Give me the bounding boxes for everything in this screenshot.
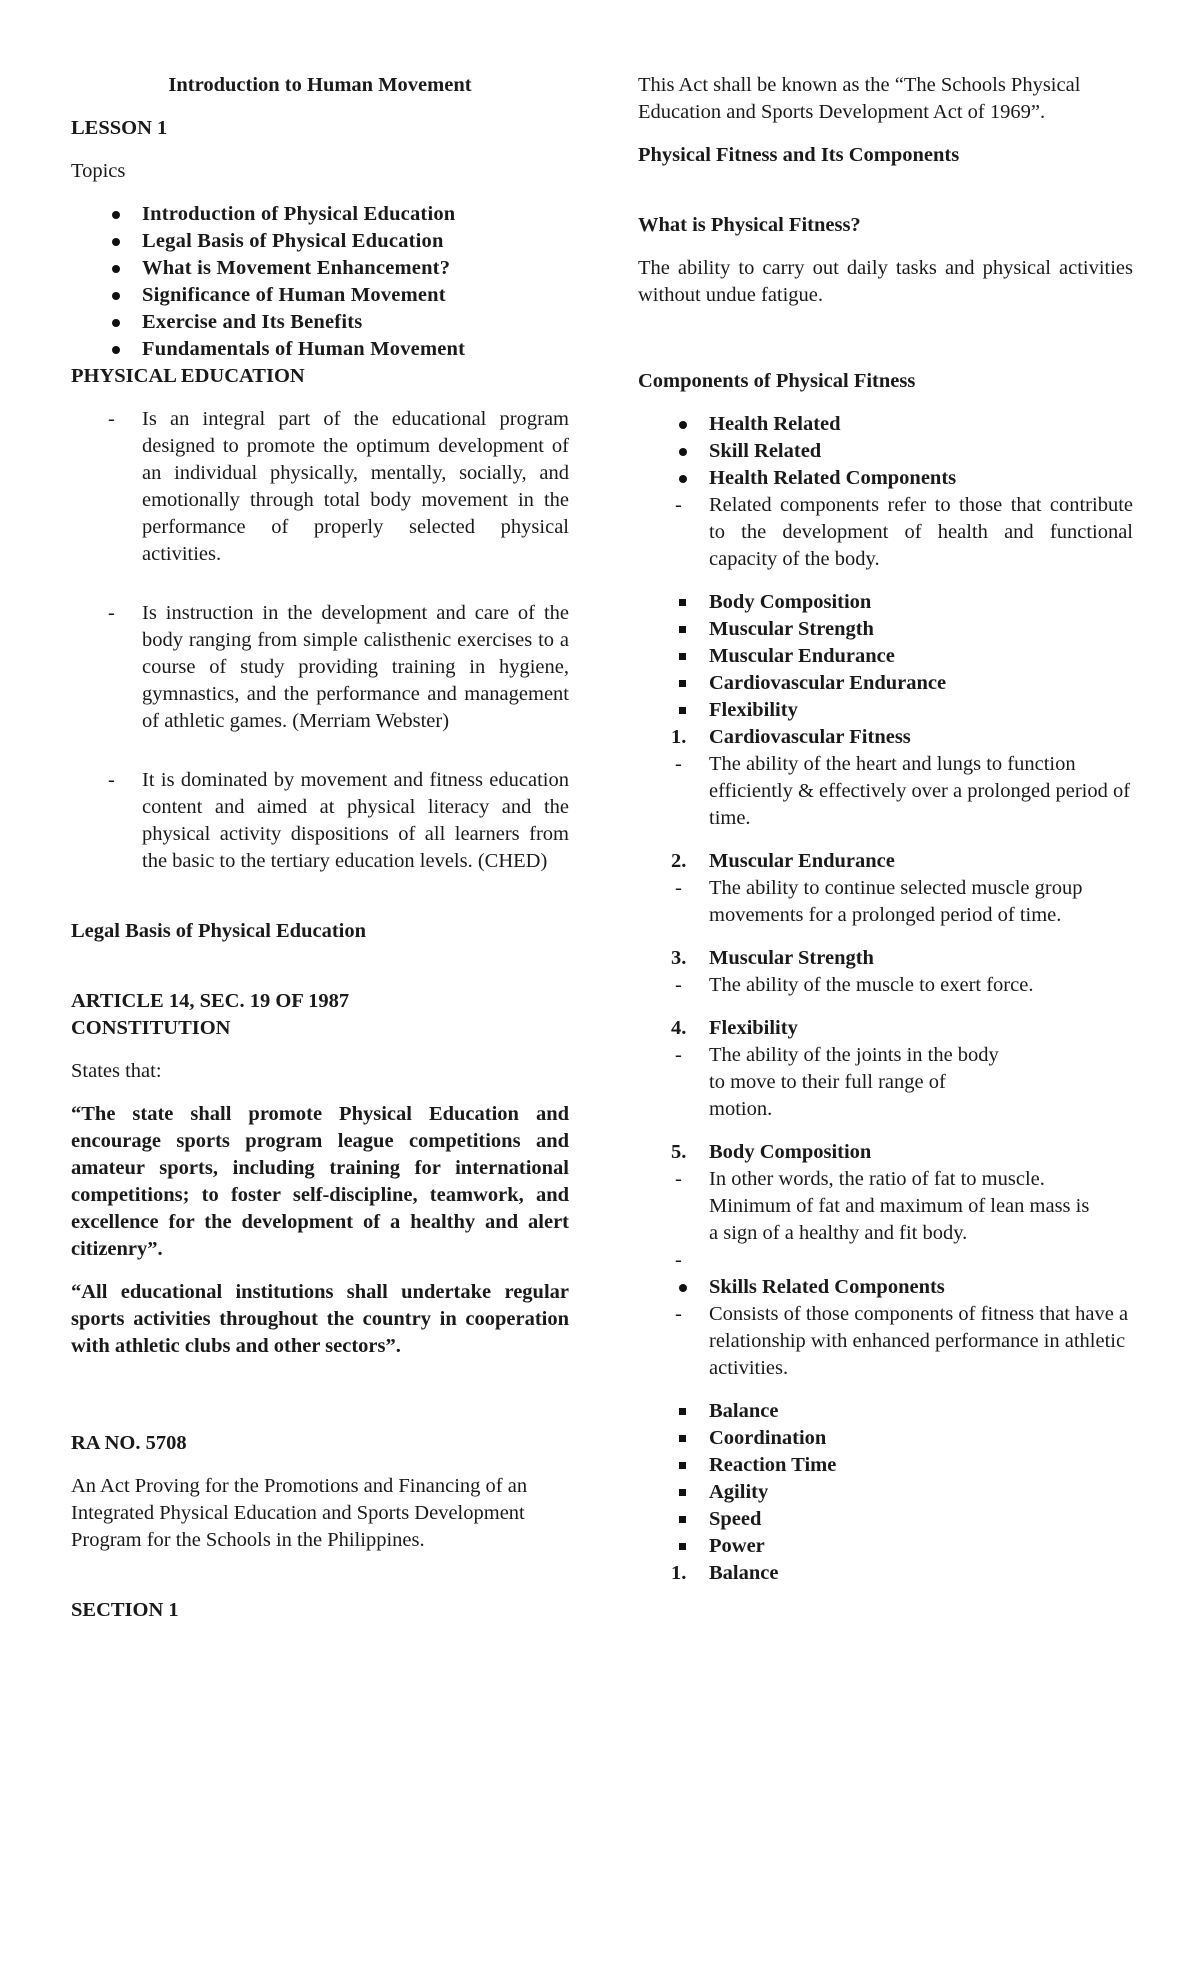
numbered-title: 1. Cardiovascular Fitness	[671, 726, 911, 748]
components-heading: Components of Physical Fitness	[638, 370, 916, 392]
topics-list	[71, 201, 569, 363]
states-that-label: States that:	[71, 1060, 162, 1082]
numbered-title: 4. Flexibility	[671, 1017, 798, 1039]
numbered-desc: - The ability of the joints in the body to move to their full range of motion.	[675, 1044, 999, 1120]
numbered-title-balance: 1. Balance	[671, 1562, 779, 1584]
document-title: Introduction to Human Movement	[168, 74, 472, 96]
health-related-desc: - Related components refer to those that contribute to the development of health and functional capacity of the body.	[675, 494, 1133, 570]
skill-item: Speed	[638, 1506, 1133, 1533]
article-heading: ARTICLE 14, SEC. 19 OF 1987 CONSTITUTION	[71, 990, 350, 1039]
ra-heading: RA NO. 5708	[71, 1432, 187, 1454]
legal-basis-heading: Legal Basis of Physical Education	[71, 920, 367, 942]
health-related-desc-text: Related components refer to those that contribute to the development of health and functional capacity of the body.	[709, 494, 1133, 570]
health-related-list	[638, 589, 1133, 724]
left-column	[71, 72, 569, 1624]
topic-item: What is Movement Enhancement?	[71, 255, 569, 282]
numbered-title: 2. Muscular Endurance	[671, 850, 895, 872]
pe-definition: - Is an integral part of the educational program designed to promote the optimum development of an individual physically, mentally, socially, and emotionally through total body movement in the performance of properly selected physical activities.	[108, 408, 569, 565]
section-heading: SECTION 1	[71, 1599, 179, 1621]
skill-item: Coordination	[638, 1425, 1133, 1452]
pe-definition: - Is instruction in the development and care of the body ranging from simple calisthenic exercises to a course of study providing training in hygiene, gymnastics, and the performance and management of athletic games. (Merriam Webster)	[108, 602, 569, 732]
numbered-desc: - In other words, the ratio of fat to muscle. Minimum of fat and maximum of lean mass is a sign of a healthy and fit body.	[675, 1168, 1090, 1244]
skills-related-desc-text: Consists of those components of fitness that have a relationship with enhanced performance in athletic activities.	[709, 1303, 1129, 1379]
health-item: Muscular Endurance	[638, 643, 1133, 670]
topic-item: Introduction of Physical Education	[71, 201, 569, 228]
constitution-quote: “The state shall promote Physical Education and encourage sports program league competitions and amateur sports, including training for international competitions; to foster self-discipline, teamwork, and excellence for the development of a healthy and alert citizenry”.	[71, 1103, 569, 1260]
lesson-heading: LESSON 1	[71, 117, 168, 139]
skill-item: Power	[638, 1533, 1133, 1560]
constitution-quote: “All educational institutions shall undertake regular sports activities throughout the country in cooperation with athletic clubs and other sectors”.	[71, 1281, 569, 1357]
ra-text: An Act Proving for the Promotions and Financing of an Integrated Physical Education and Sports Development Program for the Schools in the Philippines.	[71, 1475, 528, 1551]
skill-item: Reaction Time	[638, 1452, 1133, 1479]
pe-definition-text: It is dominated by movement and fitness education content and aimed at physical literacy and the physical activity dispositions of all learners from the basic to the tertiary education levels. (CHED)	[142, 769, 569, 872]
numbered-desc: - The ability of the heart and lungs to function efficiently & effectively over a prolonged period of time.	[675, 753, 1131, 829]
numbered-title: 3. Muscular Strength	[671, 947, 874, 969]
topic-item: Significance of Human Movement	[71, 282, 569, 309]
topic-item: Fundamentals of Human Movement	[71, 336, 569, 363]
health-item: Muscular Strength	[638, 616, 1133, 643]
skills-related-bullet	[638, 1274, 1133, 1301]
topics-label: Topics	[71, 160, 126, 182]
pe-definition-text: Is instruction in the development and care of the body ranging from simple calisthenic exercises to a course of study providing training in hygiene, gymnastics, and the performance and management of athletic games. (Merriam Webster)	[142, 602, 569, 732]
components-list	[638, 411, 1133, 465]
act-text: This Act shall be known as the “The Schools Physical Education and Sports Development Act of 1969”.	[638, 74, 1081, 123]
health-item: Body Composition	[638, 589, 1133, 616]
what-is-fitness-text: The ability to carry out daily tasks and physical activities without undue fatigue.	[638, 257, 1133, 306]
numbered-title: 5. Body Composition	[671, 1141, 872, 1163]
component-item: Health Related	[638, 411, 1133, 438]
topic-item: Legal Basis of Physical Education	[71, 228, 569, 255]
skills-related-heading: Skills Related Components	[638, 1274, 1133, 1301]
component-item: Skill Related	[638, 438, 1133, 465]
what-is-fitness-heading: What is Physical Fitness?	[638, 214, 861, 236]
skills-related-desc: - Consists of those components of fitness that have a relationship with enhanced performance in athletic activities.	[675, 1303, 1129, 1379]
right-column	[638, 72, 1133, 1587]
physical-fitness-heading: Physical Fitness and Its Components	[638, 144, 960, 166]
skill-item: Agility	[638, 1479, 1133, 1506]
empty-dash: -	[675, 1249, 682, 1271]
skills-related-list	[638, 1398, 1133, 1560]
health-item: Flexibility	[638, 697, 1133, 724]
health-related-heading: Health Related Components	[638, 465, 1133, 492]
numbered-desc: - The ability of the muscle to exert force.	[675, 974, 1034, 996]
pe-definition-text: Is an integral part of the educational program designed to promote the optimum development of an individual physically, mentally, socially, and emotionally through total body movement in the performance of properly selected physical activities.	[142, 408, 569, 565]
health-related-bullet	[638, 465, 1133, 492]
pe-heading: PHYSICAL EDUCATION	[71, 365, 305, 387]
health-item: Cardiovascular Endurance	[638, 670, 1133, 697]
numbered-desc: - The ability to continue selected muscle group movements for a prolonged period of time.	[675, 877, 1083, 926]
topic-item: Exercise and Its Benefits	[71, 309, 569, 336]
skill-item: Balance	[638, 1398, 1133, 1425]
pe-definition: - It is dominated by movement and fitness education content and aimed at physical literacy and the physical activity dispositions of all learners from the basic to the tertiary education levels. (CHED)	[108, 769, 569, 872]
